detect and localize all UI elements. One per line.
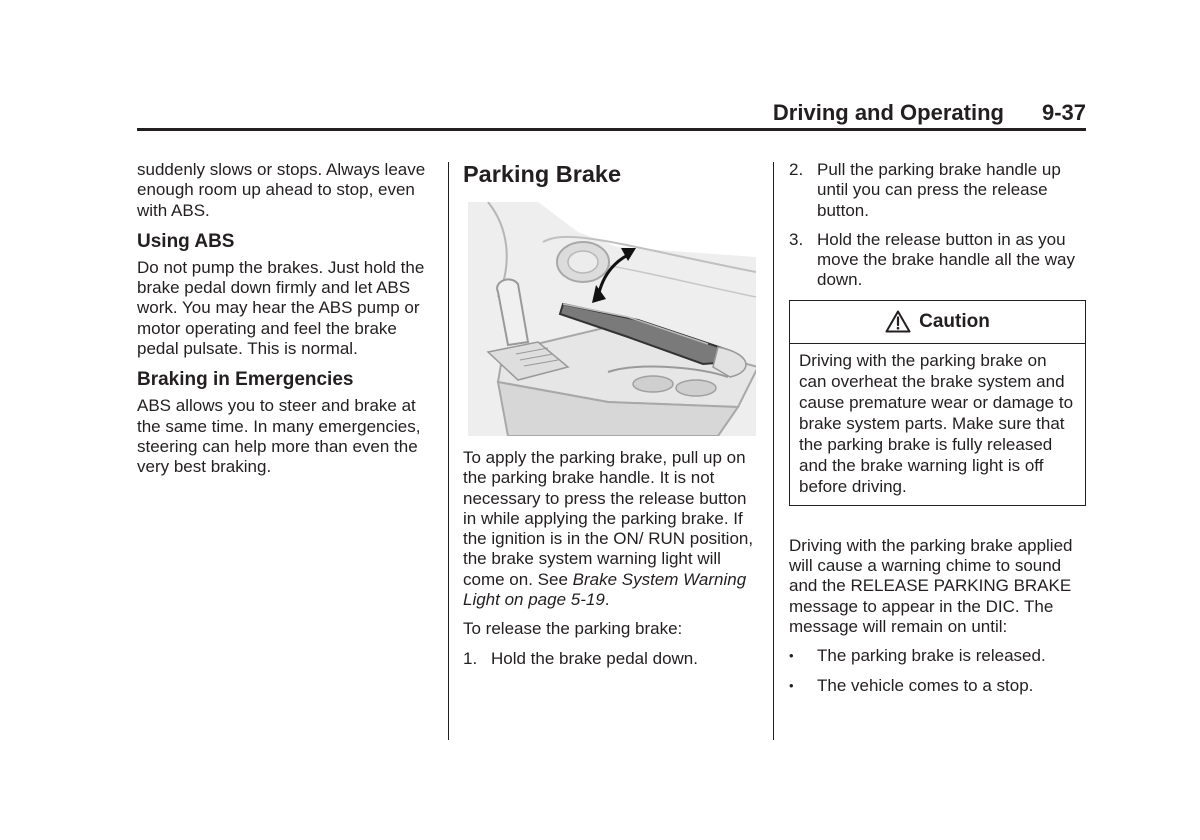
running-header <box>137 100 1086 128</box>
paragraph: suddenly slows or stops. Always leave enough room up ahead to stop, even with ABS. <box>137 160 426 220</box>
column-3 <box>789 160 1086 705</box>
column-2 <box>463 160 758 678</box>
list-item <box>789 230 1086 291</box>
heading-parking-brake: Parking Brake <box>463 161 622 187</box>
list-item <box>789 160 1086 221</box>
list-item <box>789 676 1086 696</box>
caution-box <box>789 300 1086 506</box>
paragraph: ABS allows you to steer and brake at the same time. In many emergencies, steering can help more than even the very best braking. <box>137 396 421 477</box>
column-1 <box>137 160 429 487</box>
caution-header <box>790 301 1085 344</box>
cross-reference-link[interactable]: Brake System Warning Light on page 5-19 <box>463 569 747 610</box>
apply-paragraph: To apply the parking brake, pull up on the parking brake handle. It is not necessary to press the release button in while applying the parking brake. If the ignition is in the ON/ RUN position, the brake system warning light will come on. See Brake System Warning Light on page 5-19. <box>463 448 754 610</box>
bullet-text: The parking brake is released. <box>817 646 1046 666</box>
paragraph: Driving with the parking brake applied will cause a warning chime to sound and the RELEASE PARKING BRAKE message to appear in the DIC. The message will remain on until: <box>789 535 1073 636</box>
step-number: 2. <box>789 160 804 179</box>
bullet-list <box>789 646 1086 696</box>
list-item <box>463 649 758 669</box>
bullet-icon: • <box>789 648 794 664</box>
page-number: 9-37 <box>1041 100 1086 125</box>
release-steps-continued <box>789 160 1086 291</box>
step-number: 3. <box>789 229 804 249</box>
heading-braking-emergencies: Braking in Emergencies <box>137 369 354 391</box>
caution-text: Driving with the parking brake on can overheat the brake system and cause premature wear or damage to brake system parts. Make sure that the parking brake is fully released and the brake warning light is off before driving. <box>799 350 1074 496</box>
step-text: Pull the parking brake handle up until you can press the release button. <box>817 160 1061 220</box>
step-text: Hold the brake pedal down. <box>491 648 698 668</box>
bullet-icon: • <box>789 677 794 693</box>
parking-brake-illustration <box>468 202 756 436</box>
paragraph: To release the parking brake: <box>463 619 683 639</box>
header-rule <box>137 128 1086 131</box>
step-number: 1. <box>463 648 478 668</box>
caution-title: Caution <box>919 310 990 332</box>
section-title: Driving and Operating <box>772 100 1004 125</box>
step-text: Hold the release button in as you move the brake handle all the way down. <box>817 229 1075 290</box>
release-steps <box>463 649 758 669</box>
column-divider <box>773 162 774 740</box>
warning-triangle-icon <box>885 310 911 333</box>
heading-using-abs: Using ABS <box>137 230 235 252</box>
list-item <box>789 646 1086 666</box>
column-divider <box>448 162 449 740</box>
bullet-text: The vehicle comes to a stop. <box>817 675 1034 695</box>
paragraph: Do not pump the brakes. Just hold the brake pedal down firmly and let ABS work. You may hear the ABS pump or motor operating and feel the brake pedal pulsate. This is normal. <box>137 257 425 359</box>
